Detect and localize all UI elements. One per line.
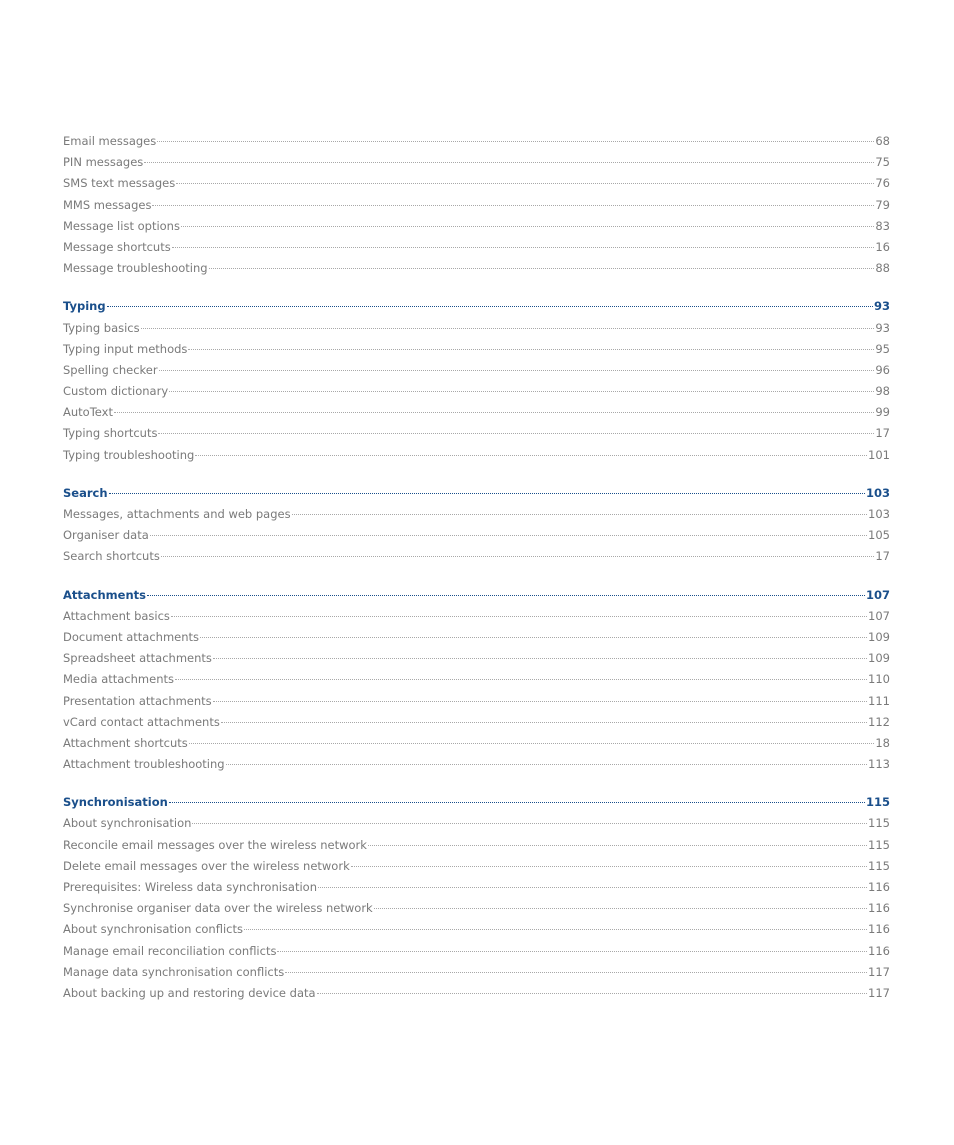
toc-entry-title: Spelling checker <box>63 362 158 377</box>
toc-entry-page-number: 93 <box>873 299 890 314</box>
toc-entry-message-shortcuts[interactable] <box>63 237 890 258</box>
toc-entry-title: Messages, attachments and web pages <box>63 507 291 521</box>
toc-entry-title: Attachment shortcuts <box>63 735 188 750</box>
toc-entry-page-number: 95 <box>875 341 890 356</box>
toc-entry-delete-email-messages-over-the-wireless-network[interactable] <box>63 856 890 877</box>
toc-section <box>63 792 890 1004</box>
toc-entry-page-number: 16 <box>875 239 890 254</box>
dot-leader <box>114 412 874 413</box>
toc-entry-email-messages[interactable] <box>63 131 890 152</box>
toc-entry-page-number: 116 <box>868 880 890 894</box>
toc-section <box>63 296 890 466</box>
dot-leader <box>292 514 867 515</box>
toc-entry-page-number: 109 <box>868 629 890 644</box>
toc-entry-spreadsheet-attachments[interactable] <box>63 648 890 669</box>
dot-leader <box>192 823 867 824</box>
toc-entry-page-number: 113 <box>868 757 890 772</box>
toc-entry-typing-shortcuts[interactable] <box>63 423 890 444</box>
dot-leader <box>109 493 865 494</box>
toc-entry-title: Custom dictionary <box>63 384 169 399</box>
toc-entry-page-number: 112 <box>868 714 890 729</box>
toc-entry-title: Delete email messages over the wireless network <box>63 858 350 873</box>
dot-leader <box>152 205 874 206</box>
toc-entry-typing-troubleshooting[interactable] <box>63 445 890 466</box>
toc-entry-title: Synchronisation <box>63 795 168 810</box>
toc-entry-title: Email messages <box>63 134 157 148</box>
toc-entry-page-number: 93 <box>875 320 890 335</box>
dot-leader <box>181 226 874 227</box>
toc-entry-search-shortcuts[interactable] <box>63 546 890 567</box>
toc-entry-media-attachments[interactable] <box>63 669 890 690</box>
toc-heading-typing[interactable] <box>63 296 890 317</box>
toc-entry-attachment-shortcuts[interactable] <box>63 733 890 754</box>
toc-entry-title: About synchronisation <box>63 816 192 831</box>
toc-entry-title: Prerequisites: Wireless data synchronisation <box>63 880 317 894</box>
toc-entry-title: Organiser data <box>63 528 149 543</box>
toc-entry-manage-data-synchronisation-conflicts[interactable] <box>63 962 890 983</box>
toc-entry-title: Typing troubleshooting <box>63 447 195 462</box>
toc-entry-organiser-data[interactable] <box>63 525 890 546</box>
toc-section <box>63 131 890 279</box>
toc-heading-attachments[interactable] <box>63 585 890 606</box>
toc-entry-page-number: 109 <box>868 651 890 666</box>
toc-entry-title: Typing <box>63 299 106 314</box>
toc-entry-page-number: 76 <box>875 176 890 191</box>
toc-entry-page-number: 17 <box>875 426 890 441</box>
toc-entry-page-number: 107 <box>865 587 890 602</box>
toc-entry-message-troubleshooting[interactable] <box>63 258 890 279</box>
toc-entry-spelling-checker[interactable] <box>63 360 890 381</box>
toc-entry-about-synchronisation[interactable] <box>63 813 890 834</box>
toc-entry-page-number: 117 <box>868 964 890 979</box>
toc-entry-prerequisites-wireless-data-synchronisation[interactable] <box>63 877 890 898</box>
toc-entry-about-backing-up-and-restoring-device-data[interactable] <box>63 983 890 1004</box>
toc-entry-title: Manage email reconciliation conflicts <box>63 943 277 958</box>
toc-entry-title: Attachments <box>63 587 146 602</box>
dot-leader <box>144 162 874 163</box>
dot-leader <box>158 433 874 434</box>
dot-leader <box>318 887 867 888</box>
toc-entry-page-number: 103 <box>865 485 890 500</box>
toc-entry-manage-email-reconciliation-conflicts[interactable] <box>63 941 890 962</box>
toc-entry-mms-messages[interactable] <box>63 195 890 216</box>
toc-entry-page-number: 103 <box>868 507 890 521</box>
toc-entry-title: Message shortcuts <box>63 239 171 254</box>
toc-entry-page-number: 116 <box>868 943 890 958</box>
toc-entry-title: Attachment troubleshooting <box>63 757 225 772</box>
toc-heading-search[interactable] <box>63 483 890 504</box>
toc-entry-title: Manage data synchronisation conflicts <box>63 964 285 979</box>
toc-entry-title: Message troubleshooting <box>63 261 208 276</box>
dot-leader <box>317 993 868 994</box>
toc-entry-title: Media attachments <box>63 672 174 687</box>
toc-entry-title: Attachment basics <box>63 608 170 623</box>
toc-entry-title: Reconcile email messages over the wireless network <box>63 837 367 852</box>
toc-entry-pin-messages[interactable] <box>63 152 890 173</box>
toc-entry-message-list-options[interactable] <box>63 216 890 237</box>
toc-entry-title: SMS text messages <box>63 176 176 191</box>
toc-entry-title: Typing input methods <box>63 341 188 356</box>
toc-entry-title: Message list options <box>63 218 180 233</box>
dot-leader <box>159 370 875 371</box>
toc-entry-title: Presentation attachments <box>63 693 212 708</box>
toc-entry-title: vCard contact attachments <box>63 714 220 729</box>
toc-entry-attachment-troubleshooting[interactable] <box>63 754 890 775</box>
dot-leader <box>176 183 874 184</box>
toc-entry-sms-text-messages[interactable] <box>63 173 890 194</box>
toc-entry-page-number: 17 <box>875 549 890 564</box>
dot-leader <box>221 722 867 723</box>
dot-leader <box>172 247 875 248</box>
toc-entry-page-number: 107 <box>868 608 890 623</box>
toc-entry-page-number: 88 <box>875 261 890 276</box>
dot-leader <box>244 929 867 930</box>
toc-entry-page-number: 115 <box>868 837 890 852</box>
dot-leader <box>171 616 867 617</box>
dot-leader <box>175 679 867 680</box>
table-of-contents <box>63 131 890 1021</box>
toc-entry-page-number: 83 <box>875 218 890 233</box>
toc-entry-typing-input-methods[interactable] <box>63 339 890 360</box>
toc-section <box>63 585 890 776</box>
toc-entry-page-number: 18 <box>875 735 890 750</box>
toc-entry-about-synchronisation-conflicts[interactable] <box>63 919 890 940</box>
toc-entry-page-number: 116 <box>868 901 890 916</box>
dot-leader <box>169 802 865 803</box>
dot-leader <box>285 972 867 973</box>
dot-leader <box>141 328 875 329</box>
toc-entry-typing-basics[interactable] <box>63 318 890 339</box>
dot-leader <box>374 908 867 909</box>
toc-entry-title: Search shortcuts <box>63 549 160 564</box>
toc-entry-title: About synchronisation conflicts <box>63 922 243 937</box>
dot-leader <box>226 764 867 765</box>
toc-entry-messages-attachments-and-web-pages[interactable] <box>63 504 890 525</box>
dot-leader <box>213 658 867 659</box>
dot-leader <box>147 595 865 596</box>
dot-leader <box>189 743 875 744</box>
toc-entry-page-number: 115 <box>865 795 890 810</box>
dot-leader <box>200 637 867 638</box>
toc-entry-custom-dictionary[interactable] <box>63 381 890 402</box>
toc-entry-document-attachments[interactable] <box>63 627 890 648</box>
dot-leader <box>107 306 873 307</box>
toc-entry-page-number: 101 <box>868 447 890 462</box>
dot-leader <box>157 141 874 142</box>
toc-entry-page-number: 98 <box>875 384 890 399</box>
dot-leader <box>195 455 867 456</box>
dot-leader <box>351 866 867 867</box>
toc-entry-vcard-contact-attachments[interactable] <box>63 712 890 733</box>
toc-entry-autotext[interactable] <box>63 402 890 423</box>
toc-entry-page-number: 99 <box>875 405 890 420</box>
toc-entry-title: Typing basics <box>63 320 140 335</box>
toc-entry-page-number: 115 <box>868 816 890 831</box>
toc-entry-synchronise-organiser-data-over-the-wireless-network[interactable] <box>63 898 890 919</box>
toc-entry-attachment-basics[interactable] <box>63 606 890 627</box>
dot-leader <box>161 556 875 557</box>
toc-entry-title: Search <box>63 485 108 500</box>
toc-entry-presentation-attachments[interactable] <box>63 691 890 712</box>
toc-section <box>63 483 890 568</box>
toc-entry-page-number: 105 <box>868 528 890 543</box>
toc-heading-synchronisation[interactable] <box>63 792 890 813</box>
toc-entry-title: AutoText <box>63 405 113 420</box>
dot-leader <box>188 349 874 350</box>
toc-entry-page-number: 111 <box>868 693 890 708</box>
toc-entry-page-number: 116 <box>868 922 890 937</box>
toc-entry-reconcile-email-messages-over-the-wireless-network[interactable] <box>63 835 890 856</box>
toc-entry-title: MMS messages <box>63 197 152 212</box>
dot-leader <box>368 845 867 846</box>
toc-entry-title: Typing shortcuts <box>63 426 158 441</box>
toc-entry-title: Synchronise organiser data over the wireless network <box>63 901 373 916</box>
toc-entry-title: Document attachments <box>63 629 200 644</box>
toc-entry-page-number: 75 <box>875 155 890 170</box>
toc-entry-page-number: 115 <box>868 858 890 873</box>
dot-leader <box>277 951 867 952</box>
toc-entry-title: About backing up and restoring device data <box>63 985 316 1000</box>
dot-leader <box>150 535 867 536</box>
dot-leader <box>169 391 874 392</box>
dot-leader <box>213 701 867 702</box>
toc-entry-title: PIN messages <box>63 155 144 170</box>
toc-entry-page-number: 68 <box>875 134 890 148</box>
toc-entry-page-number: 110 <box>868 672 890 687</box>
toc-entry-page-number: 117 <box>868 985 890 1000</box>
toc-entry-page-number: 96 <box>875 362 890 377</box>
dot-leader <box>209 268 875 269</box>
toc-entry-title: Spreadsheet attachments <box>63 651 212 666</box>
toc-entry-page-number: 79 <box>875 197 890 212</box>
